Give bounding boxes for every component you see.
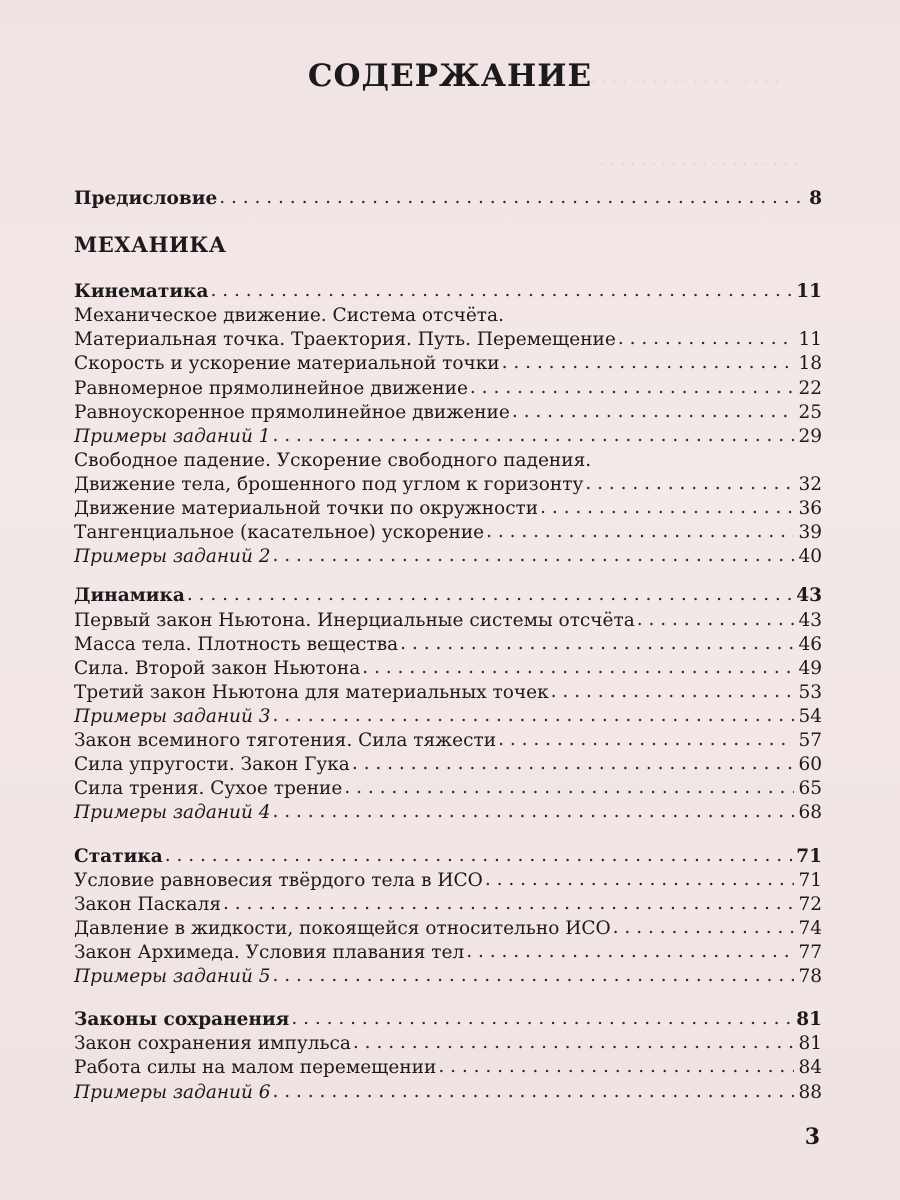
entry-label: Сила упругости. Закон Гука [74, 754, 350, 775]
dot-leader [551, 681, 795, 702]
page-number: 3 [804, 1124, 820, 1150]
entry-label: Закон Архимеда. Условия плавания тел [74, 942, 465, 963]
entry-page: 71 [798, 870, 822, 891]
entry-page: 25 [798, 402, 822, 423]
dot-leader [585, 473, 794, 494]
entry-label: Примеры заданий 5 [74, 966, 271, 987]
entry-page: 74 [798, 918, 822, 939]
entry-page: 54 [798, 706, 822, 727]
part-heading: МЕХАНИКА [74, 232, 227, 257]
section-label: Статика [74, 846, 163, 867]
entry-page: 22 [798, 378, 822, 399]
dot-leader [485, 869, 795, 890]
entry-page: 29 [798, 426, 822, 447]
toc-entry[interactable] [74, 281, 822, 307]
dot-leader [486, 521, 794, 542]
dot-leader [219, 187, 805, 208]
entry-page: 78 [798, 966, 822, 987]
entry-label: Свободное падение. Ускорение свободного падения. [74, 450, 592, 471]
dot-leader [344, 777, 794, 798]
toc-entry[interactable] [74, 353, 822, 379]
dot-leader [400, 633, 794, 654]
toc-entry[interactable] [74, 1057, 822, 1083]
entry-page: 88 [798, 1082, 822, 1103]
dot-leader [618, 328, 795, 349]
dot-leader [352, 753, 795, 774]
dot-leader [362, 657, 794, 678]
entry-label: Скорость и ускорение материальной точки [74, 353, 500, 374]
dot-leader [470, 377, 795, 398]
dot-leader [273, 801, 795, 822]
entry-label: Равномерное прямолинейное движение [74, 378, 468, 399]
entry-label: Масса тела. Плотность вещества [74, 634, 399, 655]
entry-label: Примеры заданий 3 [74, 706, 271, 727]
entry-label: Примеры заданий 6 [74, 1082, 271, 1103]
dot-leader [502, 352, 795, 373]
toc-entry[interactable] [74, 802, 822, 828]
entry-page: 36 [798, 498, 822, 519]
toc-entry[interactable] [74, 585, 822, 611]
entry-page: 46 [798, 634, 822, 655]
entry-label: Сила. Второй закон Ньютона [74, 658, 361, 679]
dot-leader [273, 705, 795, 726]
entry-label: Давление в жидкости, покоящейся относительно ИСО [74, 918, 611, 939]
dot-leader [291, 1008, 792, 1029]
entry-page: 71 [796, 846, 822, 867]
dot-leader [273, 1081, 795, 1102]
entry-page: 60 [798, 754, 822, 775]
dot-leader [613, 917, 795, 938]
section-label: Кинематика [74, 281, 209, 302]
entry-page: 57 [798, 730, 822, 751]
entry-label: Механическое движение. Система отсчёта. [74, 305, 504, 326]
dot-leader [637, 609, 795, 630]
section-label: Динамика [74, 585, 185, 606]
entry-page: 81 [798, 1033, 822, 1054]
entry-label: Предисловие [74, 188, 218, 209]
entry-page: 65 [798, 778, 822, 799]
entry-label: Примеры заданий 2 [74, 546, 271, 567]
entry-label: Тангенциальное (касательное) ускорение [74, 522, 485, 543]
dot-leader [353, 1032, 795, 1053]
entry-page: 81 [796, 1009, 822, 1030]
section-label: Законы сохранения [74, 1009, 290, 1030]
dot-leader [273, 965, 795, 986]
dot-leader [210, 280, 792, 301]
entry-label: Движение материальной точки по окружности [74, 498, 539, 519]
table-of-contents [74, 0, 822, 1200]
entry-label: Закон Паскаля [74, 894, 222, 915]
entry-label: Третий закон Ньютона для материальных точек [74, 682, 549, 703]
entry-page: 11 [796, 281, 822, 302]
dot-leader [512, 401, 795, 422]
dot-leader [498, 729, 794, 750]
entry-page: 43 [796, 585, 822, 606]
entry-label: Закон всеминого тяготения. Сила тяжести [74, 730, 497, 751]
bleed-through-text: . . . . . . . . . . . . . . . . . . . . [600, 150, 799, 169]
entry-page: 77 [798, 942, 822, 963]
dot-leader [438, 1056, 794, 1077]
entry-label: Равноускоренное прямолинейное движение [74, 402, 510, 423]
dot-leader [187, 584, 792, 605]
entry-label: Сила трения. Сухое трение [74, 778, 343, 799]
entry-page: 11 [798, 329, 822, 350]
entry-page: 40 [798, 546, 822, 567]
entry-page: 49 [798, 658, 822, 679]
bleed-through-text: . . . . . . . . . . . . . . . . . . . . . . . . . . [520, 68, 780, 87]
toc-entry[interactable] [74, 426, 822, 452]
entry-label: Материальная точка. Траектория. Путь. Перемещение [74, 329, 616, 350]
dot-leader [466, 941, 794, 962]
entry-label: Закон сохранения импульса [74, 1033, 351, 1054]
dot-leader [165, 845, 793, 866]
entry-label: Работа силы на малом перемещении [74, 1057, 437, 1078]
dot-leader [540, 497, 794, 518]
toc-entry-preface[interactable] [74, 188, 822, 214]
dot-leader [223, 893, 794, 914]
entry-page: 32 [798, 474, 822, 495]
entry-page: 53 [798, 682, 822, 703]
toc-entry[interactable] [74, 1082, 822, 1108]
dot-leader [273, 425, 795, 446]
entry-label: Первый закон Ньютона. Инерциальные системы отсчёта [74, 610, 635, 631]
entry-page: 84 [798, 1057, 822, 1078]
entry-page: 72 [798, 894, 822, 915]
entry-page: 68 [798, 802, 822, 823]
entry-page: 43 [798, 610, 822, 631]
toc-entry[interactable] [74, 966, 822, 992]
entry-label: Движение тела, брошенного под углом к горизонту [74, 474, 584, 495]
entry-label: Примеры заданий 1 [74, 426, 271, 447]
entry-page: 8 [809, 188, 822, 209]
entry-label: Примеры заданий 4 [74, 802, 271, 823]
toc-entry[interactable] [74, 546, 822, 572]
dot-leader [273, 545, 795, 566]
entry-page: 39 [798, 522, 822, 543]
entry-label: Условие равновесия твёрдого тела в ИСО [74, 870, 483, 891]
page-title: СОДЕРЖАНИЕ [307, 58, 593, 94]
entry-page: 18 [798, 353, 822, 374]
